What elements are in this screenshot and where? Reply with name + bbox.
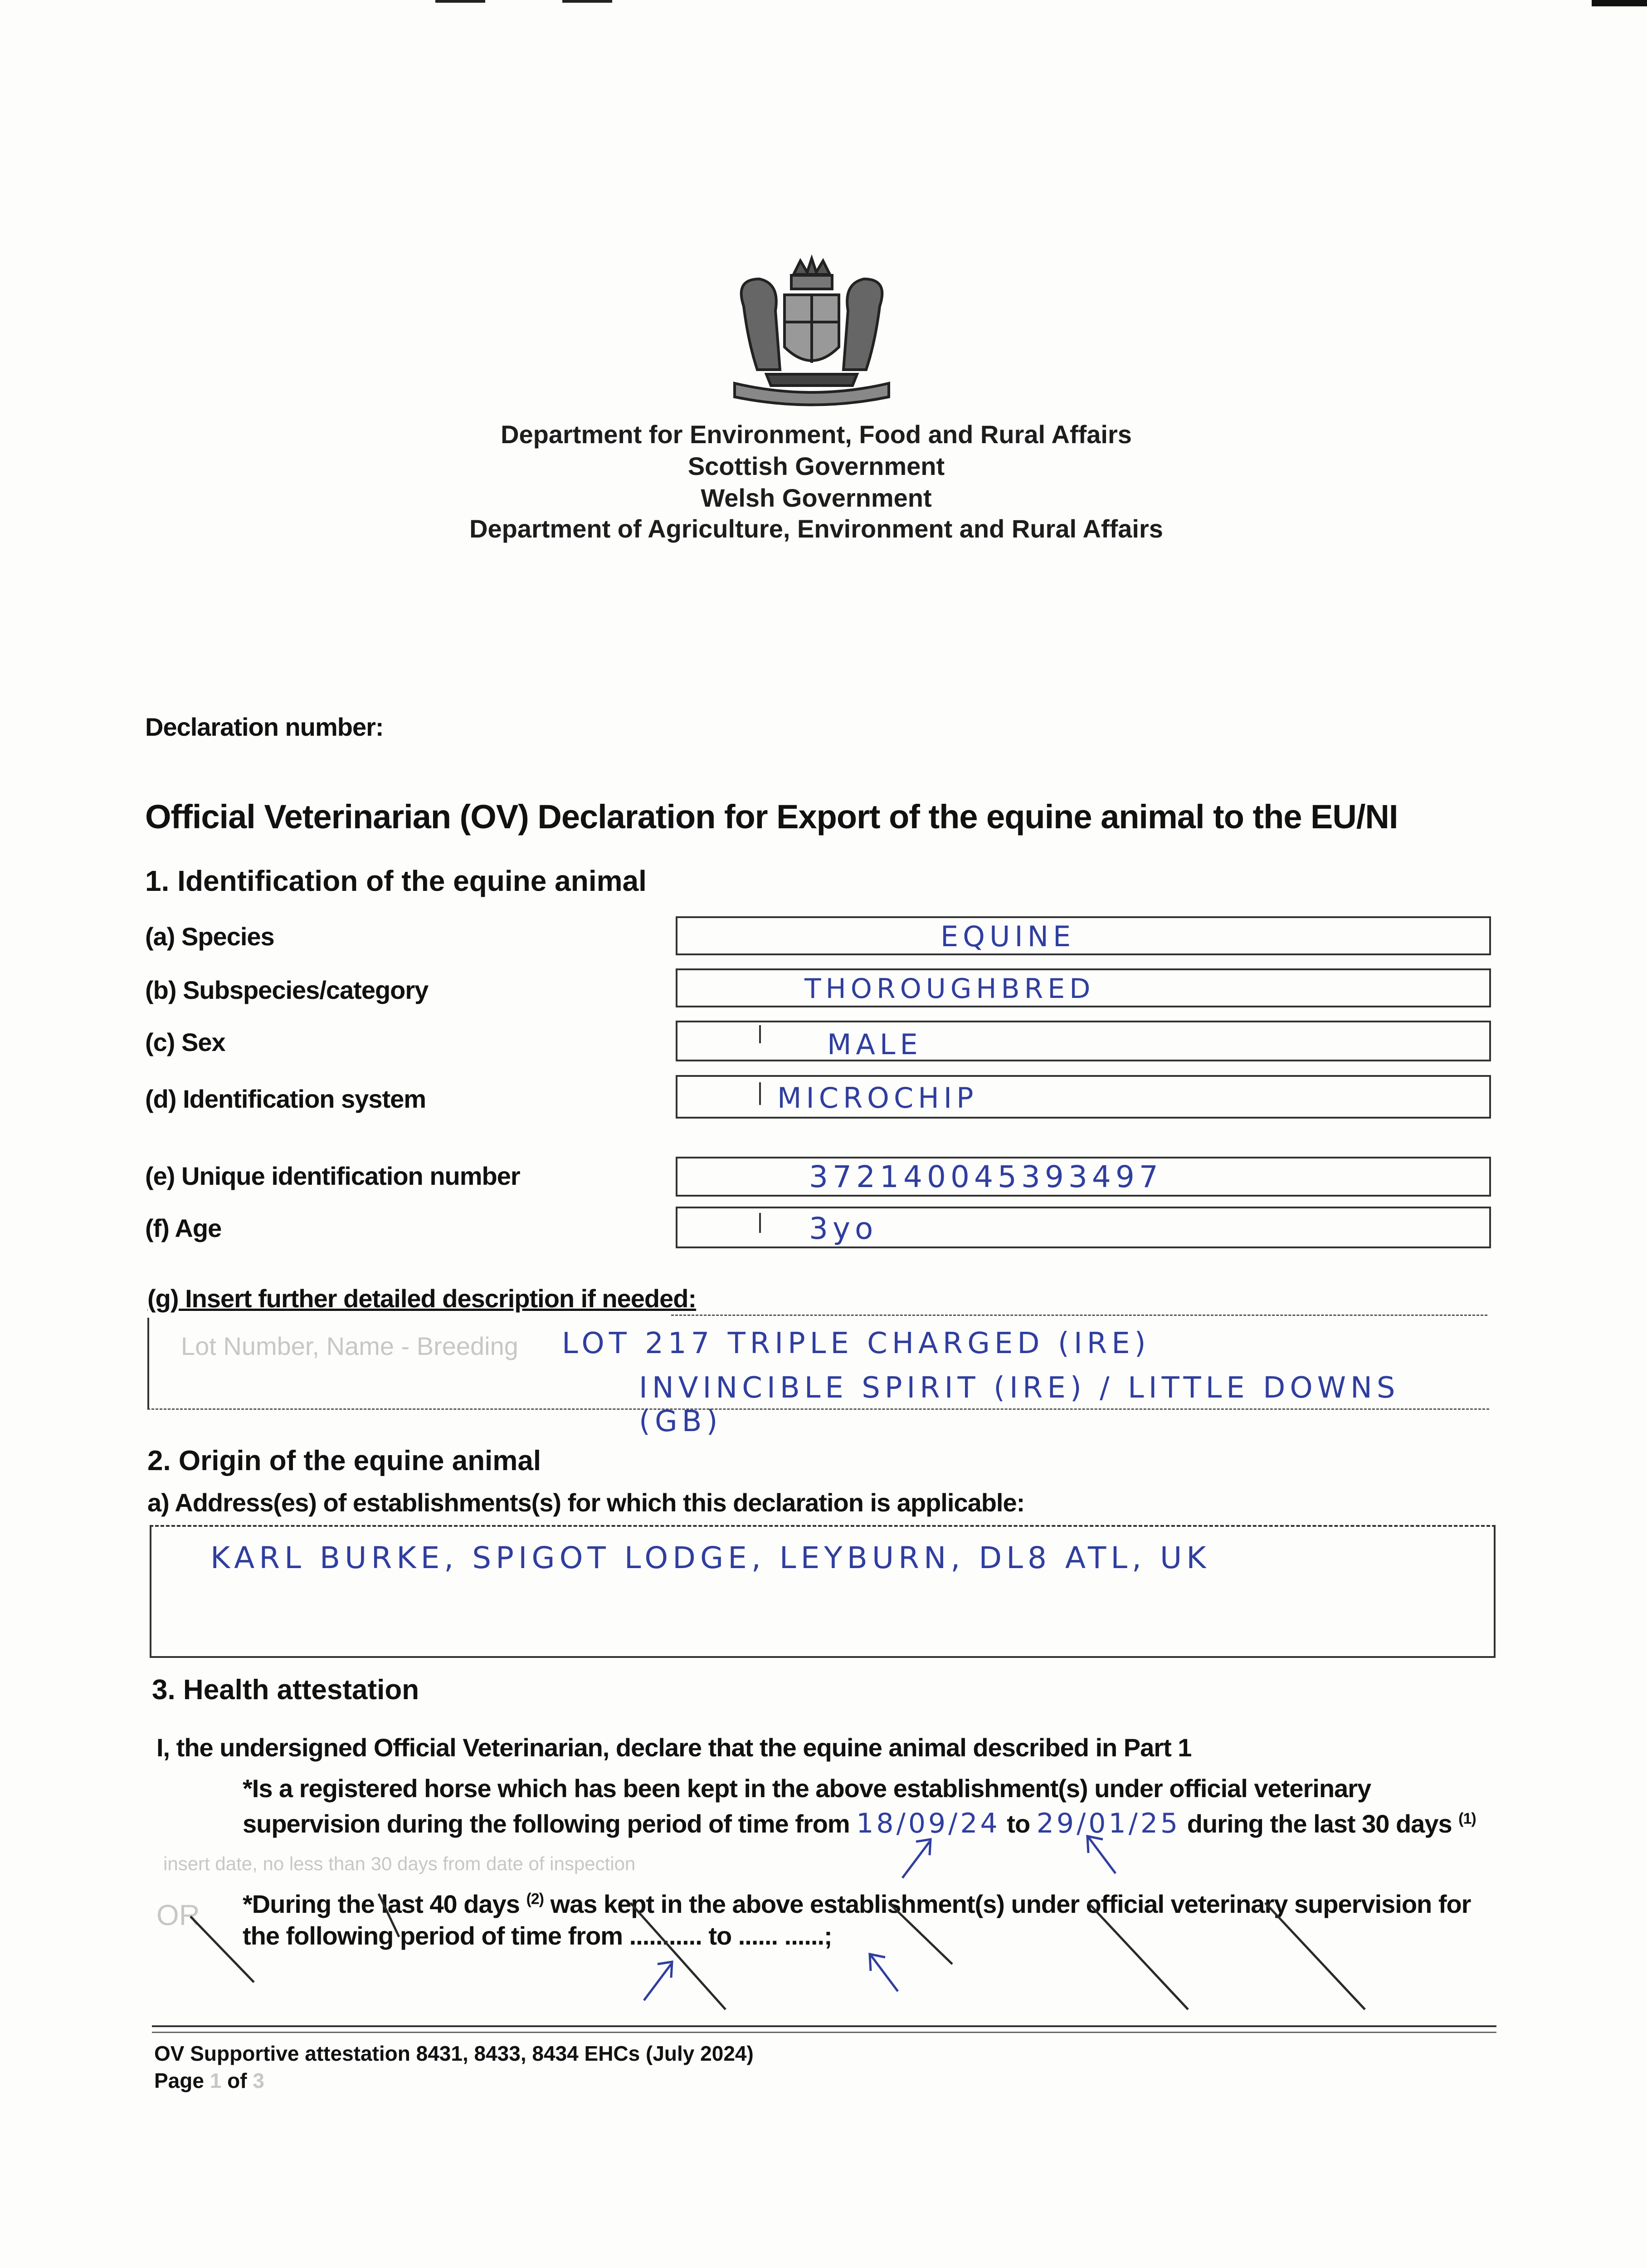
further-description-placeholder: Lot Number, Name - Breeding	[181, 1332, 518, 1360]
section-3-heading: 3. Health attestation	[152, 1674, 419, 1706]
page-word: Page	[154, 2069, 204, 2092]
option-2-prefix: *During the last 40 days	[243, 1890, 520, 1918]
page-current: 1	[210, 2069, 222, 2092]
field-label-unique-id: (e) Unique identification number	[145, 1162, 520, 1190]
age-value: 3yo	[809, 1211, 878, 1246]
unique-id-value: 372140045393497	[809, 1159, 1163, 1194]
page-number	[154, 2068, 264, 2093]
sex-value: MALE	[827, 1028, 922, 1061]
section-2-heading: 2. Origin of the equine animal	[147, 1445, 541, 1476]
date-hint: insert date, no less than 30 days from date of inspection	[163, 1853, 636, 1874]
section-2-sublabel: a) Address(es) of establishments(s) for which this declaration is applicable:	[147, 1488, 1025, 1517]
department-name: Department for Environment, Food and Rural Affairs	[501, 420, 1132, 449]
field-label-identification-system: (d) Identification system	[145, 1085, 426, 1113]
field-label-species: (a) Species	[145, 922, 274, 951]
date-to-field[interactable]: 29/01/25	[1036, 1808, 1181, 1839]
attestation-prefix: supervision during the following period of time from	[243, 1809, 850, 1838]
page-total: 3	[253, 2069, 264, 2092]
field-label-sex: (c) Sex	[145, 1028, 225, 1056]
page-title: Official Veterinarian (OV) Declaration for Export of the equine animal to the EU/NI	[145, 798, 1398, 836]
attestation-option-2-line-2: the following period of time from ........... to ...... ......;	[243, 1921, 832, 1950]
address-value: KARL BURKE, SPIGOT LODGE, LEYBURN, DL8 ATL, UK	[210, 1540, 1211, 1575]
health-attestation-intro: I, the undersigned Official Veterinarian, declare that the equine animal described in Part 1	[156, 1733, 1192, 1762]
footer-attestation: OV Supportive attestation 8431, 8433, 8434 EHCs (July 2024)	[154, 2042, 754, 2065]
identification-system-value: MICROCHIP	[777, 1081, 978, 1114]
subspecies-value: THOROUGHBRED	[804, 973, 1095, 1005]
section-1-heading: 1. Identification of the equine animal	[145, 865, 647, 897]
footer-rule	[152, 2025, 1496, 2033]
department-name: Scottish Government	[687, 452, 945, 480]
field-label-subspecies: (b) Subspecies/category	[145, 976, 429, 1004]
field-label-age: (f) Age	[145, 1214, 222, 1242]
department-name: Welsh Government	[701, 484, 932, 512]
department-name: Department of Agriculture, Environment and Rural Affairs	[469, 514, 1163, 543]
further-description-line-2: INVINCIBLE SPIRIT (IRE) / LITTLE DOWNS (GB)	[639, 1371, 1400, 1438]
attestation-to: to	[1007, 1809, 1030, 1838]
footnote-1-marker: (1)	[1458, 1810, 1476, 1828]
date-from-field[interactable]: 18/09/24	[856, 1808, 1000, 1839]
footnote-2-marker: (2)	[526, 1890, 544, 1908]
attestation-suffix: during the last 30 days	[1187, 1809, 1452, 1838]
declaration-number-label: Declaration number:	[145, 713, 384, 741]
attestation-option-1-line-1: *Is a registered horse which has been kept in the above establishment(s) under official veterinary	[243, 1774, 1371, 1803]
of-word: of	[227, 2069, 247, 2092]
further-description-label: (g) Insert further detailed description if needed:	[147, 1284, 697, 1313]
species-value: EQUINE	[940, 920, 1076, 953]
or-label: OR	[156, 1899, 200, 1931]
option-2-suffix: was kept in the above establishment(s) under official veterinary supervision for	[550, 1890, 1471, 1918]
further-description-line-1: LOT 217 TRIPLE CHARGED (IRE)	[562, 1327, 1150, 1360]
